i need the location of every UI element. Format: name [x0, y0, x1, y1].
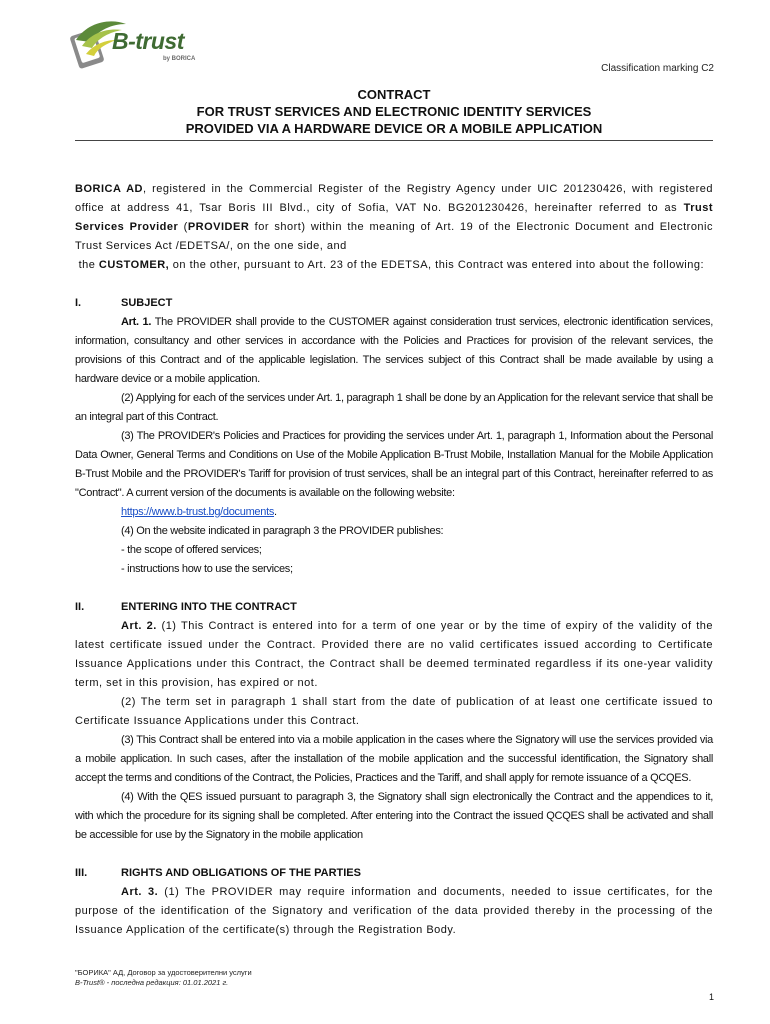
documents-link-line: https://www.b-trust.bg/documents. — [121, 506, 277, 518]
customer-term: CUSTOMER, — [98, 259, 170, 271]
page-footer — [75, 968, 252, 988]
classification-marking: Classification marking C2 — [601, 63, 714, 74]
document-title — [75, 86, 713, 137]
section-number: I. — [75, 297, 82, 309]
logo-text: B-trust — [112, 28, 184, 54]
article-1-paragraph-4: (4) On the website indicated in paragraph 3 the PROVIDER publishes: — [121, 525, 444, 537]
article-2-paragraph-4: (4) With the QES issued pursuant to paragraph 3, the Signatory shall sign electronically the Contract and the appendices to it, with which the procedure for its signing shall be completed. After entering into the Contract the issued QCQES shall be activated and shall be accessible for use by the Signatory in the mobile application — [75, 791, 713, 841]
section-title: ENTERING INTO THE CONTRACT — [121, 601, 297, 613]
section-title: SUBJECT — [121, 297, 173, 309]
section-title: RIGHTS AND OBLIGATIONS OF THE PARTIES — [121, 867, 361, 879]
section-number: III. — [75, 867, 88, 879]
article-2-paragraph-2: (2) The term set in paragraph 1 shall start from the date of publication of at least one certificate issued to Certificate Issuance Applications under this Contract. — [75, 696, 713, 727]
bullet-item: - the scope of offered services; — [121, 544, 262, 556]
documents-link[interactable]: https://www.b-trust.bg/documents — [121, 506, 275, 518]
bullet-item: - instructions how to use the services; — [121, 563, 293, 575]
article-2-paragraph-3: (3) This Contract shall be entered into via a mobile application in the cases where the Signatory will use the services provided via a mobile application. In such cases, after the installation of the mobile application and the successful identification, the Signatory shall accept the terms and conditions of the Contract, the Policies, Practices and the Tariff, and shall apply for remote issuance of a QCQES. — [75, 734, 713, 784]
title-line-1: CONTRACT — [357, 87, 431, 102]
title-line-2: FOR TRUST SERVICES AND ELECTRONIC IDENTITY SERVICES — [196, 104, 592, 119]
footer-line-2: B-Trust® - последна редакция: 01.01.2021 г. — [75, 978, 229, 987]
title-line-3: PROVIDED VIA A HARDWARE DEVICE OR A MOBILE APPLICATION — [185, 121, 603, 136]
footer-line-1: "БОРИКА" АД, Договор за удостоверителни услуги — [75, 968, 252, 977]
article-3-paragraph-1: Art. 3. (1) The PROVIDER may require information and documents, needed to issue certificates, for the purpose of the identification of the Signatory and verification of the data provided thereby in the processing of the Issuance Application of the certificate(s) through the Registration Body. — [75, 886, 713, 936]
section-heading-subject — [75, 294, 713, 313]
logo-subtext: by BORICA — [163, 56, 196, 62]
article-label: Art. 3. — [121, 886, 159, 898]
article-1-paragraph-3: (3) The PROVIDER's Policies and Practices for providing the services under Art. 1, paragraph 1, Information about the Personal Data Owner, General Terms and Conditions on Use of the Mobile Application B-Trust Mobile, Installation Manual for the Mobile Application B-Trust Mobile and the PROVIDER's Tariff for provision of trust services, shall be an integral part of this Contract, hereinafter referred to as "Contract". A current version of the documents is available on the following website: — [75, 430, 713, 499]
intro-customer-paragraph: the CUSTOMER, on the other, pursuant to Art. 23 of the EDETSA, this Contract was entered into about the following: — [78, 259, 705, 271]
article-label: Art. 1. — [121, 316, 152, 328]
section-number: II. — [75, 601, 85, 613]
section-heading-entering — [75, 598, 713, 617]
article-1-paragraph-2: (2) Applying for each of the services under Art. 1, paragraph 1 shall be done by an Application for the relevant service that shall be an integral part of this Contract. — [75, 392, 713, 423]
provider-short-term: PROVIDER — [187, 221, 250, 233]
company-name: BORICA AD — [75, 183, 143, 195]
provider-term: Trust Services Provider — [75, 202, 713, 233]
page-number: 1 — [708, 992, 714, 1002]
title-divider — [75, 140, 713, 141]
intro-paragraph: BORICA AD, registered in the Commercial Register of the Registry Agency under UIC 201230426, with registered office at address 41, Tsar Boris III Blvd., city of Sofia, VAT No. BG201230426, hereinafter referred to as Trust Services Provider (PROVIDER for short) within the meaning of Art. 19 of the Electronic Document and Electronic Trust Services Act /EDETSA/, on the one side, and — [75, 183, 713, 252]
document-body — [75, 180, 713, 940]
section-heading-rights — [75, 864, 713, 883]
article-1-paragraph-1: Art. 1. The PROVIDER shall provide to the CUSTOMER against consideration trust services, electronic identification services, information, consultancy and other services in accordance with the Policies and Practices for provision of the relevant services, the provisions of this Contract and of the applicable legislation. The services subject of this Contract shall be made available by using a hardware device or a mobile application. — [75, 316, 713, 385]
btrust-logo — [68, 16, 198, 80]
article-2-paragraph-1: Art. 2. (1) This Contract is entered into for a term of one year or by the time of expiry of the validity of the latest certificate issued under the Contract. Provided there are no valid certificates issued according to Certificate Issuance Applications under this Contract, the Contract shall be deemed terminated regardless if its one-year validity term, set in this provision, has expired or not. — [75, 620, 713, 689]
article-label: Art. 2. — [121, 620, 157, 632]
